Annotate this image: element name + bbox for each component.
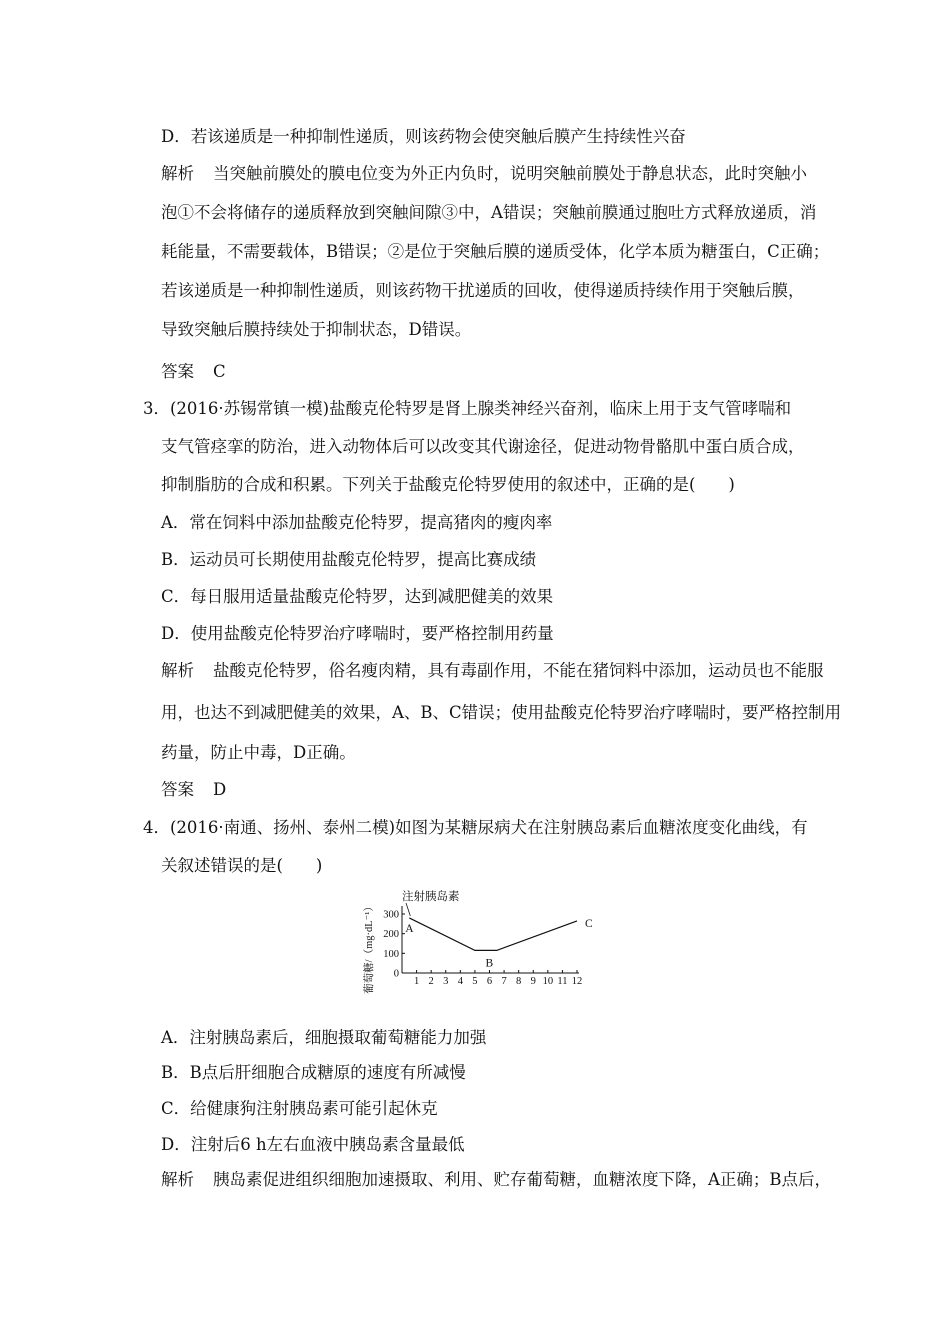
q3-answer-label: 答案 — [161, 780, 194, 799]
q2-answer-label: 答案 — [161, 362, 194, 381]
q2-analysis-line-4: 若该递质是一种抑制性递质，则该药物干扰递质的回收，使得递质持续作用于突触后膜， — [161, 281, 805, 300]
q2-analysis-label: 解析 — [161, 164, 194, 183]
x-tick-label: 7 — [501, 976, 507, 987]
q2-answer — [161, 362, 226, 382]
q2-analysis-line-1 — [161, 164, 807, 184]
q3-answer-value: D — [213, 780, 227, 799]
q4-stem-line-2: 关叙述错误的是( ) — [161, 856, 323, 875]
x-tick-label: 9 — [530, 976, 536, 987]
y-tick-label: 300 — [383, 909, 399, 921]
point-label-c: C — [585, 917, 593, 930]
q4-option-c: C．给健康狗注射胰岛素可能引起休克 — [161, 1099, 438, 1118]
chart-ticks — [383, 910, 582, 988]
x-tick-label: 11 — [557, 976, 568, 987]
q3-analysis-label: 解析 — [161, 661, 194, 680]
q4-option-b: B．B点后肝细胞合成糖原的速度有所减慢 — [161, 1063, 466, 1082]
x-tick-label: 6 — [486, 976, 493, 987]
q2-option-d: D．若该递质是一种抑制性递质，则该药物会使突触后膜产生持续性兴奋 — [161, 127, 686, 146]
q3-analysis-line-2: 用，也达不到减肥健美的效果，A、B、C错误；使用盐酸克伦特罗治疗哮喘时，要严格控制用 — [161, 703, 842, 722]
x-tick-label: 12 — [571, 976, 583, 987]
q3-option-d: D．使用盐酸克伦特罗治疗哮喘时，要严格控制用药量 — [161, 624, 554, 643]
q3-option-b: B．运动员可长期使用盐酸克伦特罗，提高比赛成绩 — [161, 550, 537, 569]
x-tick-label: 1 — [413, 976, 420, 987]
point-label-a: A — [405, 922, 414, 935]
x-tick-label: 8 — [516, 976, 522, 987]
q2-analysis-text-1: 当突触前膜处的膜电位变为外正内负时，说明突触前膜处于静息状态，此时突触小 — [213, 164, 807, 183]
q3-analysis-text-1: 盐酸克伦特罗，俗名瘦肉精，具有毒副作用，不能在猪饲料中添加，运动员也不能服 — [213, 661, 824, 680]
q2-analysis-line-2: 泡①不会将储存的递质释放到突触间隙③中，A错误；突触前膜通过胞吐方式释放递质，消 — [161, 203, 817, 222]
y-tick-label: 200 — [383, 929, 399, 941]
annotation-pointer — [406, 903, 410, 916]
q3-answer — [161, 780, 226, 800]
y-axis-label: 葡萄糖/（mg·dL⁻¹） — [364, 901, 375, 994]
x-tick-label: 2 — [428, 976, 434, 987]
q2-analysis-line-3: 耗能量，不需要载体，B错误；②是位于突触后膜的递质受体，化学本质为糖蛋白，C正确； — [161, 242, 830, 261]
chart-series — [409, 918, 577, 950]
glucose-curve — [409, 918, 577, 950]
q4-option-d: D．注射后6 h左右血液中胰岛素含量最低 — [161, 1135, 465, 1154]
q3-option-a: A．常在饲料中添加盐酸克伦特罗，提高猪肉的瘦肉率 — [161, 513, 553, 532]
q2-answer-value: C — [213, 362, 226, 381]
x-tick-label: 5 — [472, 976, 478, 987]
x-tick-label: 3 — [443, 976, 449, 987]
y-tick-label: 0 — [393, 968, 399, 980]
blood-glucose-chart — [360, 884, 600, 994]
q2-analysis-line-5: 导致突触后膜持续处于抑制状态，D错误。 — [161, 320, 472, 339]
q3-analysis-line-1 — [161, 661, 824, 681]
x-tick-label: 10 — [542, 976, 554, 987]
q4-analysis-label: 解析 — [161, 1170, 194, 1189]
annotation-label: 注射胰岛素 — [402, 891, 460, 903]
x-tick-label: 4 — [457, 976, 463, 987]
q3-stem-line-1: 3．(2016·苏锡常镇一模)盐酸克伦特罗是肾上腺类神经兴奋剂，临床上用于支气管哮喘和 — [143, 399, 792, 418]
q4-analysis-line-1 — [161, 1170, 831, 1190]
q3-analysis-line-3: 药量，防止中毒，D正确。 — [161, 743, 356, 762]
q3-stem-line-2: 支气管痉挛的防治，进入动物体后可以改变其代谢途径，促进动物骨骼肌中蛋白质合成， — [161, 437, 805, 456]
y-tick-label: 100 — [383, 948, 399, 960]
q3-stem-line-3: 抑制脂肪的合成和积累。下列关于盐酸克伦特罗使用的叙述中，正确的是( ) — [161, 475, 735, 494]
q4-stem-line-1: 4．(2016·南通、扬州、泰州二模)如图为某糖尿病犬在注射胰岛素后血糖浓度变化曲线，有 — [143, 818, 808, 837]
q4-option-a: A．注射胰岛素后，细胞摄取葡萄糖能力加强 — [161, 1028, 487, 1047]
point-label-b: B — [485, 957, 494, 970]
q4-analysis-text-1: 胰岛素促进组织细胞加速摄取、利用、贮存葡萄糖，血糖浓度下降，A正确；B点后， — [213, 1170, 832, 1189]
q3-option-c: C．每日服用适量盐酸克伦特罗，达到减肥健美的效果 — [161, 587, 554, 606]
